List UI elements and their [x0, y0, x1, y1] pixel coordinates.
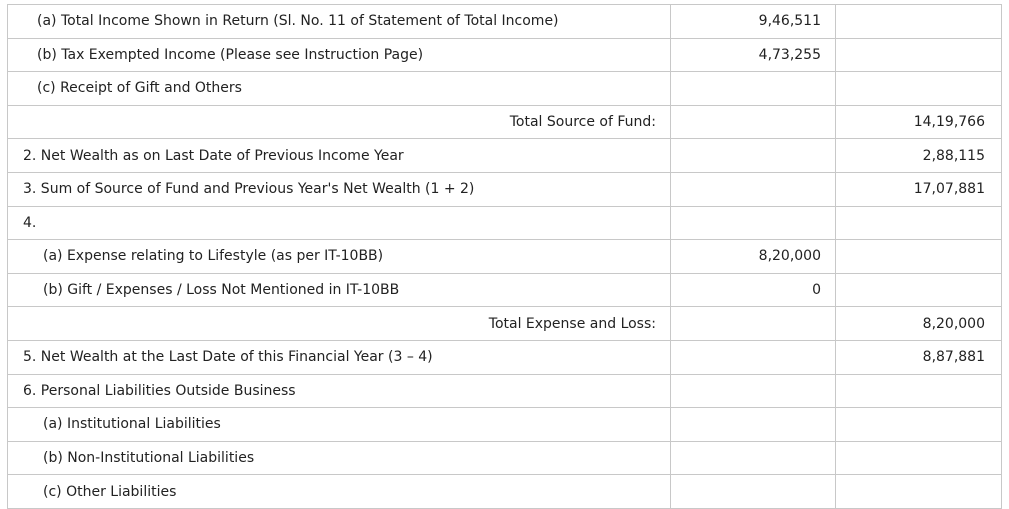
- row-total: [836, 475, 1002, 509]
- row-total: [836, 5, 1002, 39]
- row-amount: 0: [671, 273, 836, 307]
- row-label: 4.: [8, 206, 671, 240]
- row-label: (b) Non-Institutional Liabilities: [8, 441, 671, 475]
- table-row: [8, 475, 1002, 509]
- table-row: [8, 374, 1002, 408]
- row-label: Total Source of Fund:: [8, 105, 671, 139]
- table-row: [8, 408, 1002, 442]
- row-label: (b) Gift / Expenses / Loss Not Mentioned in IT-10BB: [8, 273, 671, 307]
- row-total: [836, 273, 1002, 307]
- table-row: [8, 307, 1002, 341]
- row-amount: 8,20,000: [671, 240, 836, 274]
- row-total: 8,87,881: [836, 340, 1002, 374]
- row-total: [836, 38, 1002, 72]
- row-label: (c) Receipt of Gift and Others: [8, 72, 671, 106]
- statement-table: [7, 4, 1002, 509]
- row-amount: [671, 374, 836, 408]
- row-total: [836, 408, 1002, 442]
- row-label: (b) Tax Exempted Income (Please see Instruction Page): [8, 38, 671, 72]
- row-amount: [671, 206, 836, 240]
- table-row: [8, 240, 1002, 274]
- row-label: 6. Personal Liabilities Outside Business: [8, 374, 671, 408]
- row-total: [836, 441, 1002, 475]
- row-amount: 9,46,511: [671, 5, 836, 39]
- table-row: [8, 441, 1002, 475]
- table-row: [8, 172, 1002, 206]
- row-total: [836, 72, 1002, 106]
- table-row: [8, 340, 1002, 374]
- row-total: 2,88,115: [836, 139, 1002, 173]
- row-label: 5. Net Wealth at the Last Date of this Financial Year (3 – 4): [8, 340, 671, 374]
- table-row: [8, 5, 1002, 39]
- table-row: [8, 105, 1002, 139]
- table-row: [8, 273, 1002, 307]
- row-label: (c) Other Liabilities: [8, 475, 671, 509]
- row-amount: [671, 408, 836, 442]
- row-label: 2. Net Wealth as on Last Date of Previous Income Year: [8, 139, 671, 173]
- row-total: 17,07,881: [836, 172, 1002, 206]
- row-label: Total Expense and Loss:: [8, 307, 671, 341]
- row-amount: [671, 475, 836, 509]
- row-amount: [671, 307, 836, 341]
- row-total: 8,20,000: [836, 307, 1002, 341]
- row-label: (a) Institutional Liabilities: [8, 408, 671, 442]
- row-label: (a) Expense relating to Lifestyle (as per IT-10BB): [8, 240, 671, 274]
- row-label: (a) Total Income Shown in Return (Sl. No. 11 of Statement of Total Income): [8, 5, 671, 39]
- row-amount: [671, 105, 836, 139]
- row-amount: [671, 139, 836, 173]
- row-total: [836, 240, 1002, 274]
- table-row: [8, 72, 1002, 106]
- row-amount: 4,73,255: [671, 38, 836, 72]
- table-row: [8, 206, 1002, 240]
- row-total: 14,19,766: [836, 105, 1002, 139]
- row-amount: [671, 340, 836, 374]
- row-label: 3. Sum of Source of Fund and Previous Year's Net Wealth (1 + 2): [8, 172, 671, 206]
- row-amount: [671, 172, 836, 206]
- row-amount: [671, 441, 836, 475]
- table-row: [8, 139, 1002, 173]
- row-total: [836, 206, 1002, 240]
- row-amount: [671, 72, 836, 106]
- table-row: [8, 38, 1002, 72]
- row-total: [836, 374, 1002, 408]
